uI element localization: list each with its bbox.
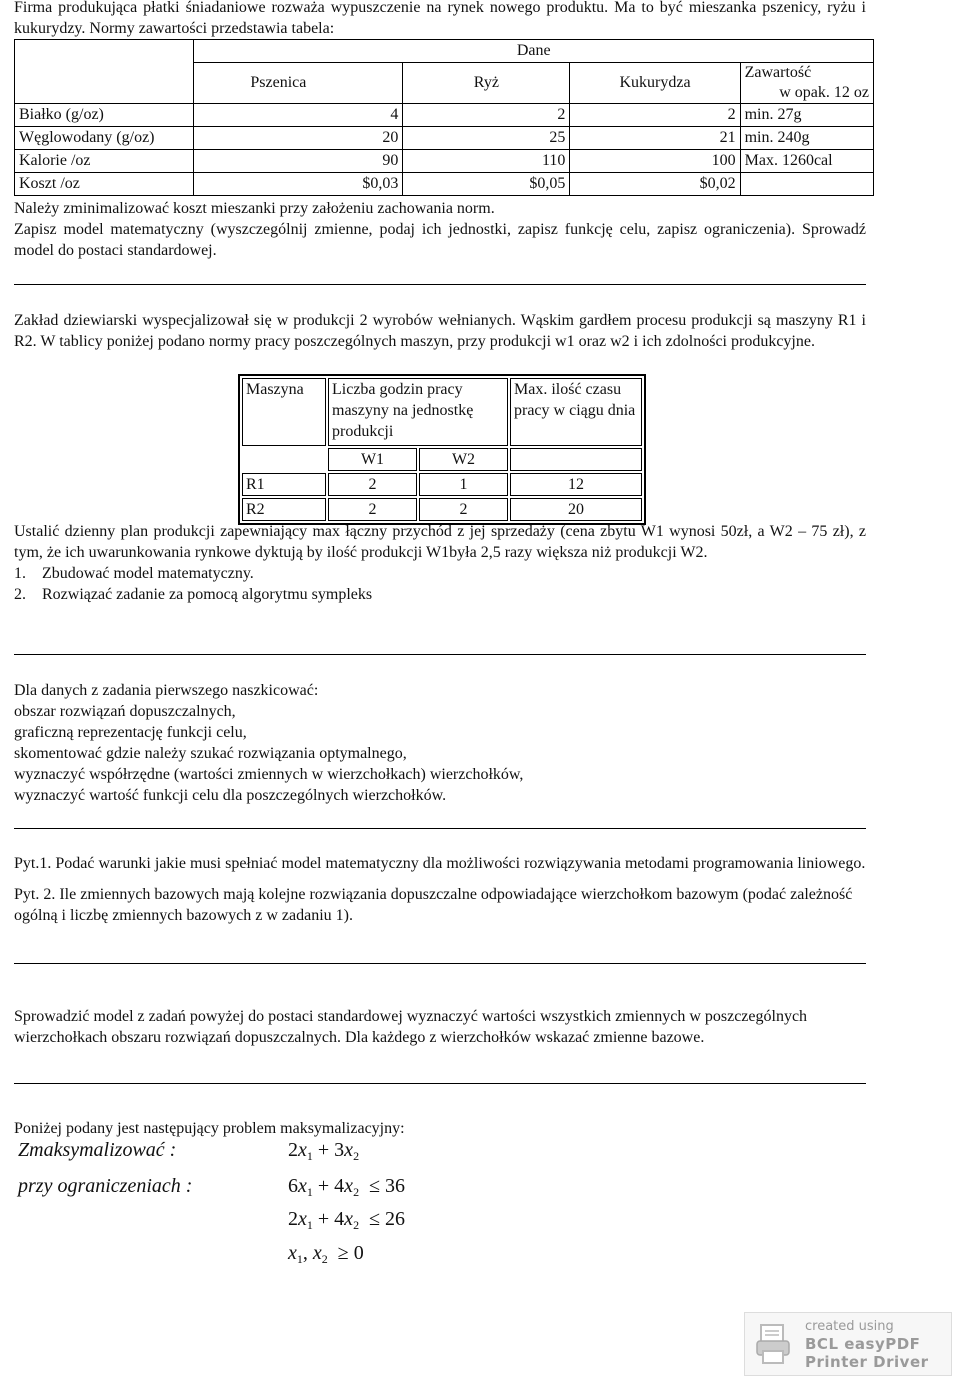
table-cell: 110 xyxy=(403,150,570,173)
table-header-row xyxy=(242,448,642,471)
row-label: Koszt /oz xyxy=(15,173,194,196)
table-cell: 2 xyxy=(570,104,740,127)
table-cell: 20 xyxy=(510,498,642,521)
list-item: wyznaczyć wartość funkcji celu dla poszczególnych wierzchołków. xyxy=(14,787,447,804)
table-cell: 12 xyxy=(510,473,642,496)
list-item: graficzną reprezentację funkcji celu, xyxy=(14,724,247,741)
table-cell: 21 xyxy=(570,127,740,150)
printer-pdf-icon xyxy=(755,1323,795,1365)
constraint-1: $6x_1 + 4x_2 \le 36$ xyxy=(288,1175,406,1199)
table-row xyxy=(242,498,642,521)
table-row xyxy=(15,127,874,150)
table-cell xyxy=(740,173,873,196)
table-cell: 4 xyxy=(194,104,403,127)
table-group-header: Dane xyxy=(194,40,874,63)
constraint-nonneg: $x_1$, $x_2 \ge 0$ xyxy=(288,1242,364,1266)
table-cell: 2 xyxy=(328,473,417,496)
row-label: R1 xyxy=(242,473,326,496)
column-header: Ryż xyxy=(403,63,570,104)
table-cell: 25 xyxy=(403,127,570,150)
table-cell: 2 xyxy=(328,498,417,521)
task5-text: Sprowadzić model z zadań powyżej do postaci standardowej wyznaczyć wartości wszystkich zmiennych w poszczególnych wierzchołkach obszaru rozwiązań dopuszczalnych. Dla każdego z wierzchołków wskazać zmienne bazowe. xyxy=(14,1008,808,1046)
column-header: Max. ilość czasu pracy w ciągu dnia xyxy=(510,378,642,446)
table-cell: $0,02 xyxy=(570,173,740,196)
task2-item: 1. Zbudować model matematyczny. xyxy=(14,565,254,582)
column-header: Zawartość w opak. 12 oz xyxy=(740,63,873,104)
table-header-row xyxy=(242,378,642,446)
row-label: Białko (g/oz) xyxy=(15,104,194,127)
task1-goal: Należy zminimalizować koszt mieszanki przy założeniu zachowania norm. xyxy=(14,200,495,217)
task2-item: 2. Rozwiązać zadanie za pomocą algorytmu sympleks xyxy=(14,586,373,603)
table-row xyxy=(15,104,874,127)
task1-intro: Firma produkująca płatki śniadaniowe rozważa wypuszczenie na rynek nowego produktu. Ma to być mieszanka pszenicy, ryżu i kukurydzy. Normy zawartości przedstawia tabela: xyxy=(14,0,866,37)
row-label: Węglowodany (g/oz) xyxy=(15,127,194,150)
table-row xyxy=(242,473,642,496)
table-row xyxy=(15,173,874,196)
table-cell: min. 240g xyxy=(740,127,873,150)
divider xyxy=(14,963,866,964)
task2-intro: Zakład dziewiarski wyspecjalizował się w produkcji 2 wyrobów wełnianych. Wąskim gardłem procesu produkcji są maszyny R1 i R2. W tablicy poniżej podano normy pracy poszczególnych maszyn, przy produkcji w1 oraz w2 i ich zdolności produkcyjne. xyxy=(14,312,866,350)
table-cell: 2 xyxy=(403,104,570,127)
divider xyxy=(14,1083,866,1084)
table-cell: 2 xyxy=(419,498,508,521)
objective-function: $2x_1 + 3x_2$ xyxy=(288,1139,360,1163)
list-item: Dla danych z zadania pierwszego naszkicować: xyxy=(14,682,319,699)
column-header: Maszyna xyxy=(242,378,326,446)
list-item: skomentować gdzie należy szukać rozwiązania optymalnego, xyxy=(14,745,407,762)
table-header-row xyxy=(15,63,874,104)
row-label: R2 xyxy=(242,498,326,521)
divider xyxy=(14,828,866,829)
watermark-text: created using BCL easyPDF Printer Driver xyxy=(805,1319,929,1371)
table-header-row xyxy=(15,40,874,63)
table-cell: 100 xyxy=(570,150,740,173)
column-header: Pszenica xyxy=(194,63,403,104)
question-2: Pyt. 2. Ile zmiennych bazowych mają kolejne rozwiązania dopuszczalne odpowiadające wierzchołkom bazowym (podać zależność ogólną i liczbę zmiennych bazowych z w zadaniu 1). xyxy=(14,886,853,924)
task1-request: Zapisz model matematyczny (wyszczególnij zmienne, podaj ich jednostki, zapisz funkcję celu, zapisz ograniczenia). Sprowadź model do postaci standardowej. xyxy=(14,221,866,259)
column-header: W2 xyxy=(419,448,508,471)
table-cell: 90 xyxy=(194,150,403,173)
question-1: Pyt.1. Podać warunki jakie musi spełniać model matematyczny dla możliwości rozwiązywania metodami programowania liniowego. xyxy=(14,855,866,872)
table-row xyxy=(15,150,874,173)
task1-instructions xyxy=(14,198,866,261)
table-cell: 20 xyxy=(194,127,403,150)
task3-list xyxy=(14,680,866,806)
pdf-watermark xyxy=(744,1312,952,1376)
table-cell: $0,03 xyxy=(194,173,403,196)
nutrition-table xyxy=(14,39,874,196)
task2-body xyxy=(14,521,866,605)
column-header: Kukurydza xyxy=(570,63,740,104)
row-label: Kalorie /oz xyxy=(15,150,194,173)
questions xyxy=(14,853,866,926)
table-cell: 1 xyxy=(419,473,508,496)
table-cell: $0,05 xyxy=(403,173,570,196)
task6-intro: Poniżej podany jest następujący problem maksymalizacyjny: xyxy=(14,1120,405,1137)
list-item: obszar rozwiązań dopuszczalnych, xyxy=(14,703,236,720)
divider xyxy=(14,284,866,285)
table-cell: min. 27g xyxy=(740,104,873,127)
column-header: W1 xyxy=(328,448,417,471)
machine-table xyxy=(238,374,646,525)
list-item: wyznaczyć współrzędne (wartości zmiennych w wierzchołkach) wierzchołków, xyxy=(14,766,524,783)
maximize-label: Zmaksymalizować : xyxy=(18,1139,177,1161)
column-header: Liczba godzin pracy maszyny na jednostkę produkcji xyxy=(328,378,508,446)
constraint-2: $2x_1 + 4x_2 \le 26$ xyxy=(288,1208,406,1232)
constraints-label: przy ograniczeniach : xyxy=(18,1175,193,1197)
divider xyxy=(14,654,866,655)
table-cell: Max. 1260cal xyxy=(740,150,873,173)
task2-description: Ustalić dzienny plan produkcji zapewniający max łączny przychód z jej sprzedaży (cena zbytu W1 wynosi 50zł, a W2 – 75 zł), z tym, że ich uwarunkowania rynkowe dyktują by ilość produkcji W1była 2,5 razy większa niż produkcji W2. xyxy=(14,523,866,561)
